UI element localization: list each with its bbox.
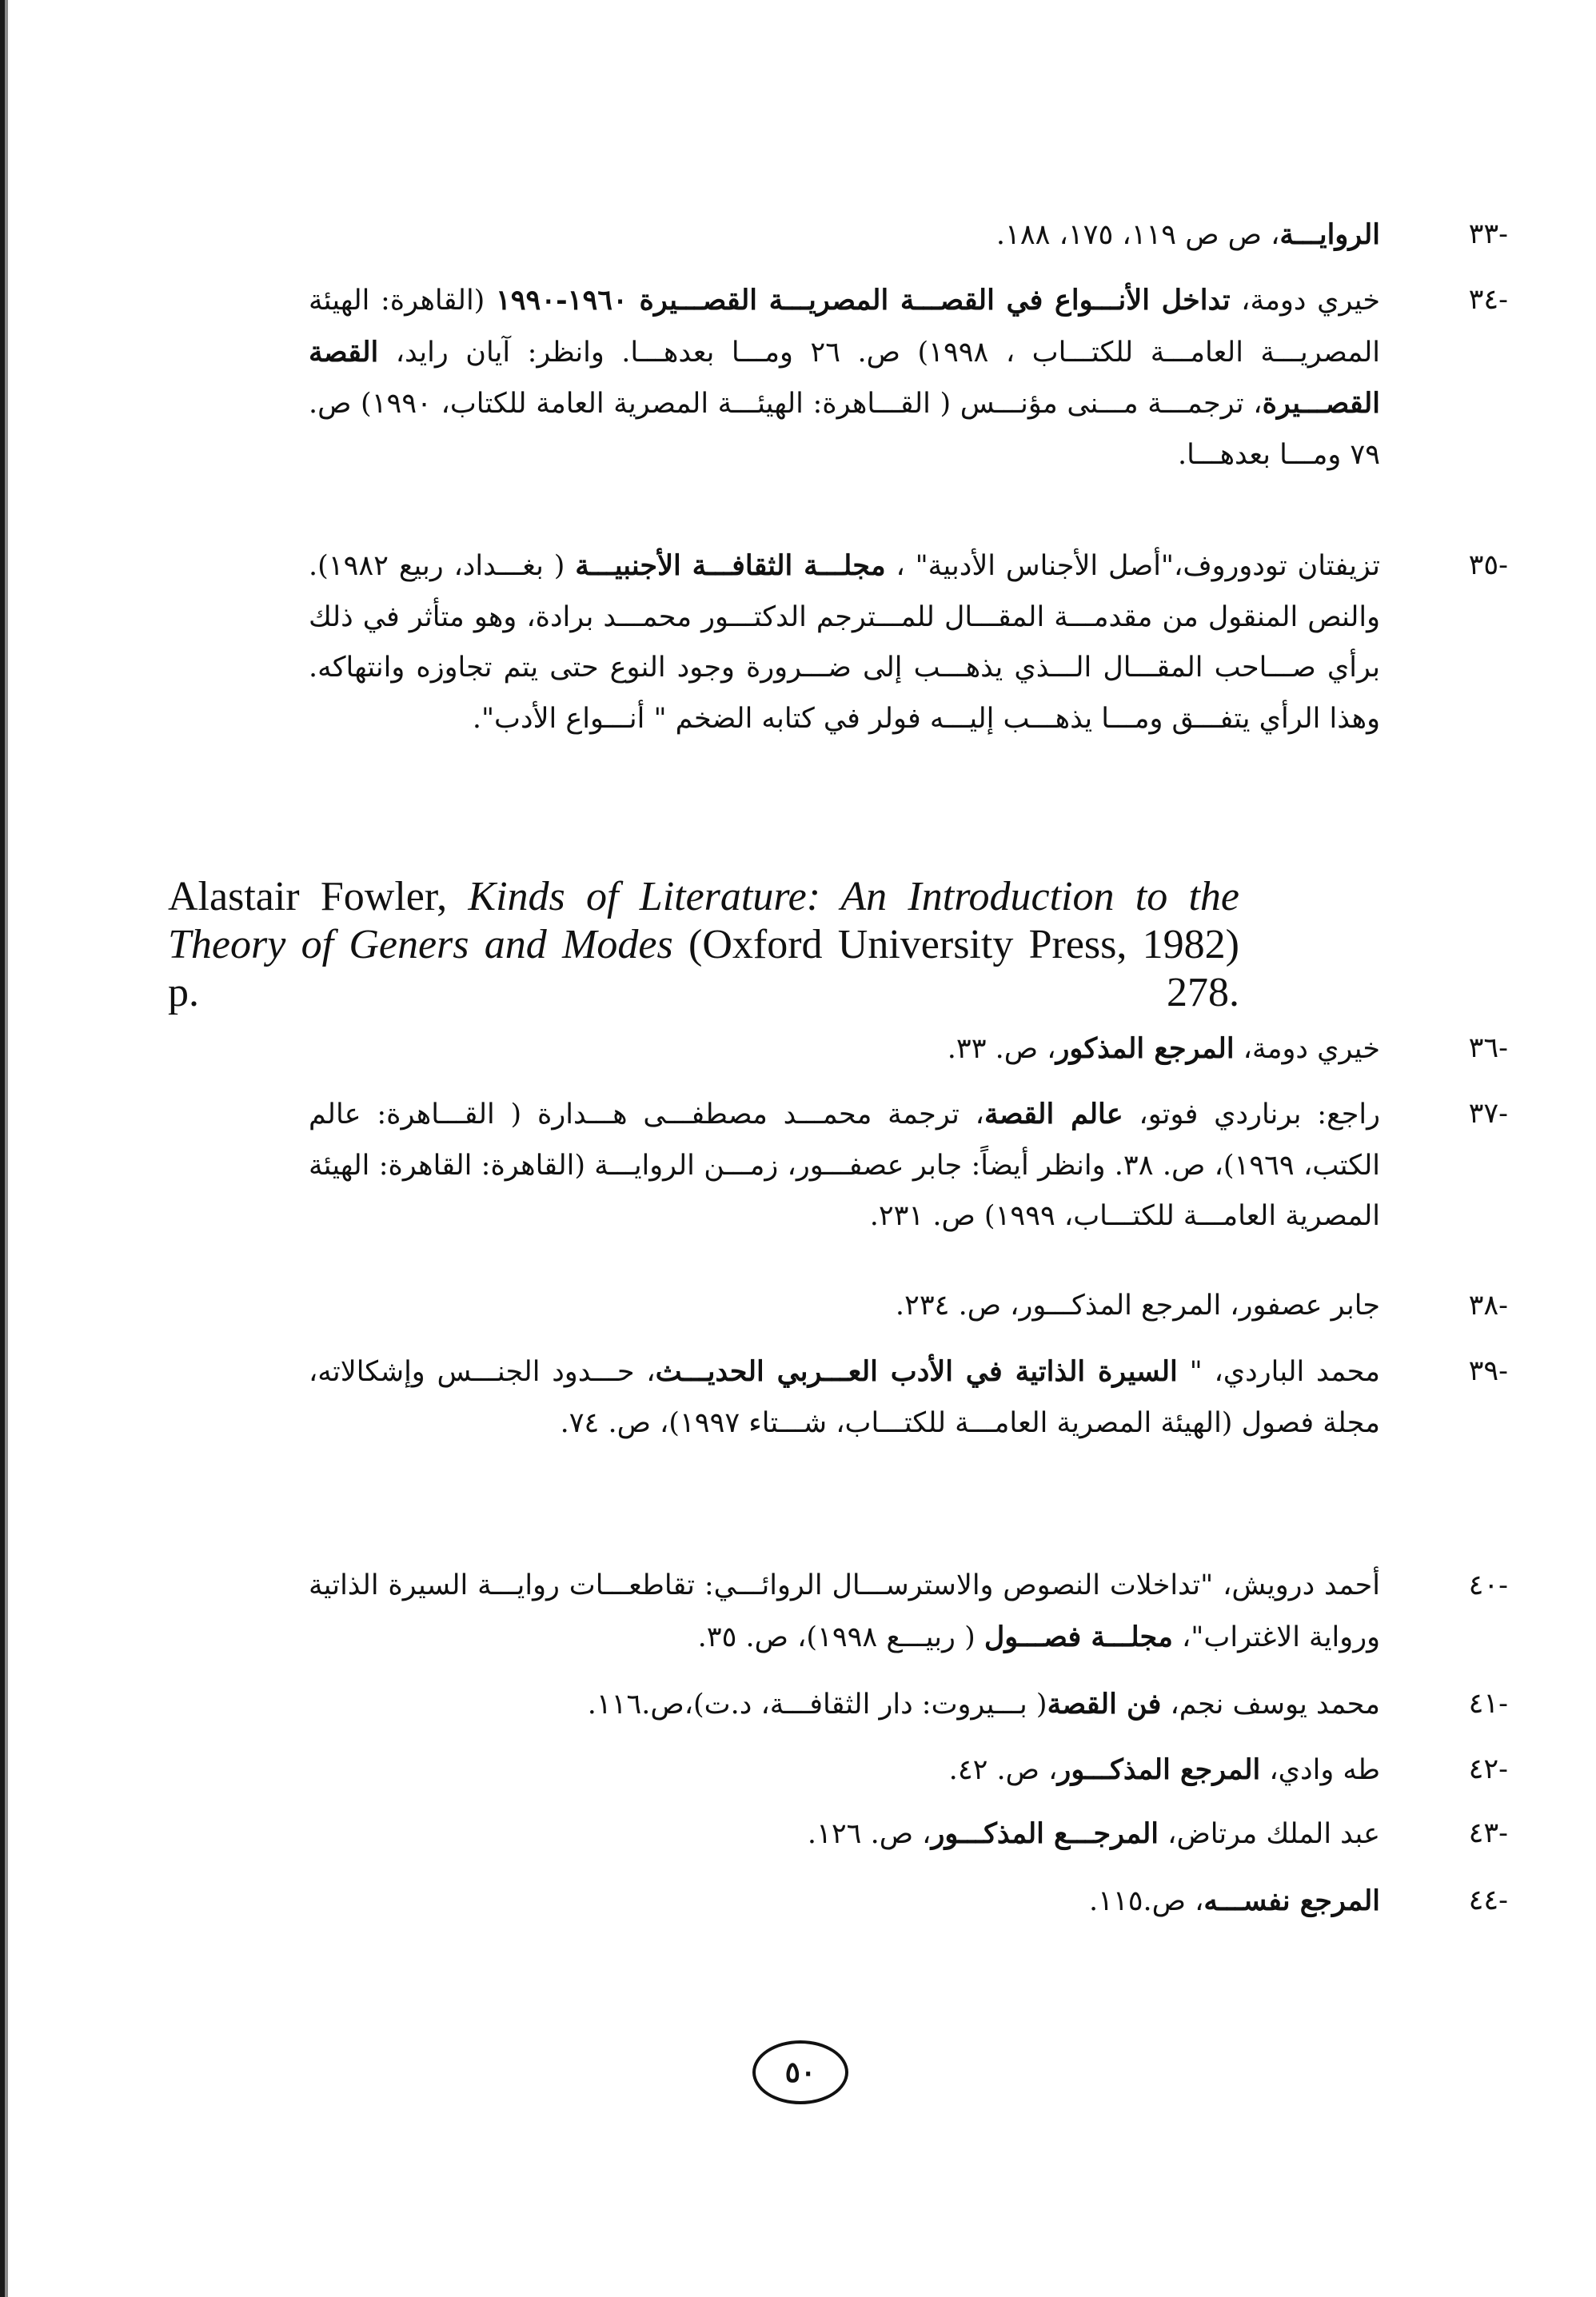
endnote-text: عبد الملك مرتاض،: [1159, 1818, 1380, 1850]
endnote-title: مجلـــة فصـــول: [984, 1620, 1173, 1653]
endnote: [309, 540, 1380, 744]
endnote-number: -٣٣: [1468, 218, 1508, 250]
endnote-text: ، ص.١١٥.: [1088, 1885, 1204, 1917]
endnote-number: -٤٢: [1468, 1753, 1508, 1785]
citation-author: Alastair Fowler,: [168, 874, 448, 919]
endnote-title: المرجـــع المذكـــور: [931, 1817, 1159, 1850]
endnote-title: فن القصة: [1047, 1688, 1162, 1721]
endnote-text: طه وادي،: [1260, 1754, 1380, 1786]
endnote-text: ( بـــيروت: دار الثقافـــة، د.ت)،ص.١١٦.: [587, 1689, 1047, 1721]
endnote-title: المرجع نفســـه: [1203, 1884, 1380, 1917]
endnote-number: -٣٦: [1468, 1032, 1508, 1064]
endnote-text: (القاهرة: الهيئة المصريـــة العامـــة للكتـــاب ، ١٩٩٨) ص. ٢٦ ومـــا بعدهـــا. وانظر: آيان رايد،: [309, 285, 1380, 369]
endnote-text: ، ص. ٣٣.: [947, 1033, 1056, 1065]
endnote-title: السيرة الذاتية في الأدب العـــربي الحديـــث: [655, 1355, 1178, 1388]
endnote-number: -٣٩: [1468, 1355, 1508, 1387]
endnote: [309, 275, 1380, 481]
endnote-text: ، ص. ١٢٦.: [807, 1818, 932, 1850]
endnote: [309, 1745, 1380, 1797]
endnote-number: -٤٣: [1468, 1817, 1508, 1849]
endnote-title: مجلـــة الثقافـــة الأجنبيـــة: [575, 549, 886, 582]
endnote: [309, 1281, 1380, 1332]
endnote: [309, 1561, 1380, 1663]
citation-title: Kinds of Literature: An Introduction to the Theory of Geners and Modes: [168, 874, 1239, 967]
endnote-text: ( بغـــداد، ربيع ١٩٨٢). والنص المنقول من مقدمـــة المقـــال للمـــترجم الدكتـــور محمـــد برادة، وهو متأثر في ذلك برأي صـــاحب المقـــال الـــذي يذهـــب إلى ضـــرورة وجود النوع حتى يتم تجاوزه وانتهاكه. وهذا الرأي يتفـــق ومـــا يذهـــب إليـــه فولر في كتابه الضخم " أنـــواع الأدب".: [309, 550, 1380, 735]
endnote-text: ( ربيـــع ١٩٩٨)، ص. ٣٥.: [697, 1621, 984, 1653]
endnote-number: -٣٨: [1468, 1290, 1508, 1322]
endnote-number: -٣٧: [1468, 1098, 1508, 1130]
endnote-title: عالم القصة: [984, 1098, 1123, 1131]
endnote-text: محمد يوسف نجم،: [1161, 1689, 1380, 1721]
endnote-title: القصة القصـــيرة: [309, 335, 1380, 420]
endnote-title: المرجع المذكـــور: [1057, 1753, 1261, 1786]
page-number-label: ٥٠: [784, 2056, 816, 2089]
endnote-number: -٤٠: [1468, 1569, 1508, 1601]
endnote-text: خيري دومة،: [1234, 1033, 1380, 1065]
endnote-text: راجع: برناردي فوتو،: [1123, 1099, 1380, 1131]
endnote-text: ، ترجمـــة مـــنى مؤنـــس ( القـــاهرة: الهيئـــة المصرية العامة للكتاب، ١٩٩٠) ص. ٧٩ ومـــا بعدهـــا.: [309, 388, 1380, 471]
endnote-number: -٣٤: [1468, 284, 1508, 316]
endnote-text: ، حـــدود الجنـــس وإشكالاته، مجلة فصول (الهيئة المصرية العامـــة للكتـــاب، شـــتاء ١٩٩٧)، ص. ٧٤.: [309, 1356, 1380, 1439]
endnote-text: تزيفتان تودوروف،"أصل الأجناس الأدبية" ،: [885, 550, 1380, 582]
endnote-text: ، ص ص ١١٩، ١٧٥، ١٨٨.: [996, 219, 1280, 251]
page-number: [752, 2040, 848, 2104]
endnote: [309, 1876, 1380, 1928]
endnote-text: محمد الباردي، ": [1177, 1356, 1381, 1388]
endnote-title: المرجع المذكور: [1055, 1032, 1235, 1065]
endnote-text: أحمد درويش، "تداخلات النصوص والاسترســـال الروائـــي: تقاطعـــات روايـــة السيرة الذاتية ورواية الاغتراب"،: [309, 1569, 1380, 1653]
endnote: [309, 1808, 1380, 1860]
english-citation: [168, 873, 1239, 1017]
endnote: [309, 1089, 1380, 1242]
endnote-number: -٣٥: [1468, 549, 1508, 581]
endnote-title: الروايـــة: [1279, 218, 1380, 251]
endnote: [309, 209, 1380, 261]
endnote-text: ، ص. ٤٢.: [948, 1754, 1058, 1786]
endnote-text: خيري دومة،: [1230, 285, 1380, 317]
citation-publisher: (Oxford University Press, 1982) p. 278.: [168, 922, 1239, 1015]
endnote-number: -٤٤: [1468, 1884, 1508, 1916]
endnote-text: ، ترجمة محمـــد مصطفـــى هـــدارة ( القـــاهرة: عالم الكتب، ١٩٦٩)، ص. ٣٨. وانظر أيضاً: جابر عصفـــور، زمـــن الروايـــة (القاهرة: القاهرة: الهيئة المصرية العامـــة للكتـــاب، ١٩٩٩) ص. ٢٣١.: [309, 1099, 1380, 1232]
endnote: [309, 1023, 1380, 1075]
endnote: [309, 1679, 1380, 1731]
endnote-text: جابر عصفور، المرجع المذكـــور، ص. ٢٣٤.: [895, 1290, 1380, 1322]
endnote: [309, 1346, 1380, 1449]
endnote-title: تداخل الأنـــواع في القصـــة المصريـــة القصـــيرة ١٩٦٠-١٩٩٠: [495, 284, 1231, 317]
endnote-number: -٤١: [1468, 1688, 1508, 1720]
